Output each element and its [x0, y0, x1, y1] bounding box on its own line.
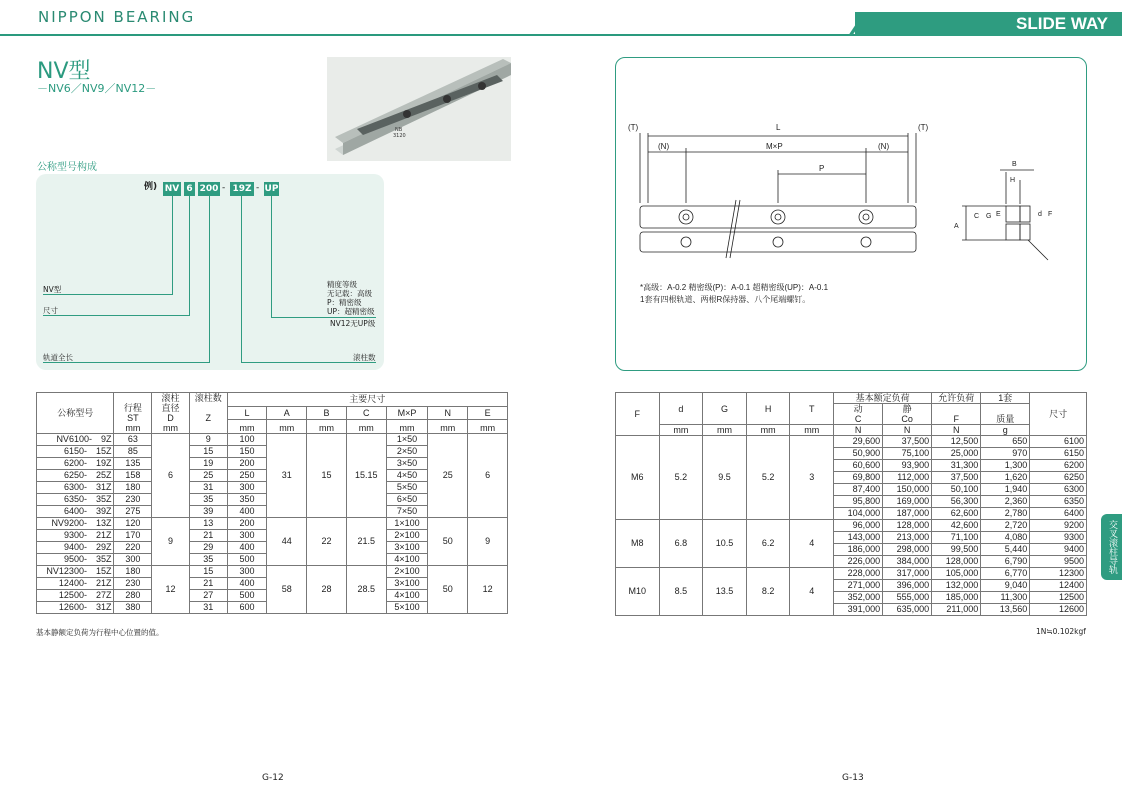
callout-line: [241, 196, 242, 362]
label-n-right: (N): [878, 142, 890, 151]
dimension-drawing: [616, 58, 1086, 370]
table-row: 9400- 29Z 220 29 400 3×100: [37, 542, 508, 554]
callout-line: [209, 196, 210, 362]
page-number-left: G-12: [262, 773, 284, 783]
th-main-dims: 主要尺寸: [227, 393, 507, 407]
brand-logo: NIPPON BEARING: [38, 8, 196, 26]
table-row: 6250- 25Z 158 25 250 4×50: [37, 470, 508, 482]
th-stroke: 行程 ST mm: [114, 393, 152, 434]
callout-line: [172, 196, 173, 294]
table-row: 104,000 187,000 62,600 2,780 6400: [616, 508, 1087, 520]
code-part-accuracy: UP: [264, 184, 279, 194]
conversion-note: 1N≒0.102kgf: [1036, 627, 1086, 636]
code-part-type: NV: [164, 184, 180, 194]
product-subtitle: －NV6／NV9／NV12－: [37, 82, 157, 95]
code-dash-1: -: [222, 183, 226, 193]
table-row: 186,000 298,000 99,500 5,440 9400: [616, 544, 1087, 556]
accuracy-note: *高级：A-0.2 精密级(P)：A-0.1 超精密级(UP)：A-0.1: [640, 283, 829, 292]
label-n-left: (N): [658, 142, 670, 151]
code-part-rollers: 19Z: [230, 182, 254, 196]
table-row: M10 8.5 13.5 8.2 4 228,000 317,000 105,000 6,770 12300: [616, 568, 1087, 580]
table-row: NV6100- 9Z 63 6 9 100 31 15 15.15 1×50 25 6: [37, 434, 508, 446]
callout-accuracy-3: UP：超精密级: [327, 307, 375, 316]
photo-stamp-1: NB: [395, 127, 403, 133]
th-roller-count: 滚柱数 Z: [189, 393, 227, 434]
table-row: 69,800 112,000 37,500 1,620 6250: [616, 472, 1087, 484]
callout-accuracy-2: P：精密级: [327, 298, 362, 307]
callout-accuracy-4: NV12无UP级: [330, 319, 376, 328]
product-title: NV型: [37, 59, 91, 84]
right-spec-table: F d G H T 基本额定负荷 允许负荷 1套 尺寸 动 C 静 Co F 质量 mm mm mm mm N N N g M6 5.2 9.5 5.2 3 29,600 37,500 12,500 650 6100 50,900 75,100 25,000 970 6150 60,600 93,900 31,300 1,300 6200 69,800 112,000 37,500 1,620 6250 87,400 150,000 50,100 1,940 6300 95,800 169,000 56,300 2,360 6350 104,000 187,000 62,600 2,780 6400 M8 6.8 10.5 6.2 4 96,000 128,000 42,600 2,720 9200 143,000 213,000 71,100 4,080 9300 186,000 298,000 99,500 5,440 9400 226,000 384,000 128,000 6,790 9500 M10 8.5 13.5 8.2 4 228,000 317,000 105,000 6,770 12300 271,000 396,000 132,000 9,040 12400 352,000 555,000 185,000 11,300 12500 391,000 635,000 211,000 13,560 12600: [615, 392, 1087, 616]
table-row: 95,800 169,000 56,300 2,360 6350: [616, 496, 1087, 508]
label-t-right: (T): [918, 123, 929, 132]
callout-accuracy-0: 精度等级: [327, 280, 357, 289]
table-row: 9500- 35Z 300 35 500 4×100: [37, 554, 508, 566]
label-mxp: M×P: [766, 142, 783, 151]
table-row: 87,400 150,000 50,100 1,940 6300: [616, 484, 1087, 496]
th-basic-load: 基本额定负荷: [834, 393, 932, 404]
model-code-box: [36, 174, 384, 370]
table-row: 6400- 39Z 275 39 400 7×50: [37, 506, 508, 518]
set-note: 1套有四根轨道、两根R保持器、八个尾端螺钉。: [640, 295, 811, 304]
label-p: P: [819, 164, 825, 173]
table-row: 352,000 555,000 185,000 11,300 12500: [616, 592, 1087, 604]
label-t-left: (T): [628, 123, 639, 132]
callout-type: NV型: [43, 285, 62, 294]
label-e: E: [996, 211, 1001, 218]
section-title: SLIDE WAY: [1016, 14, 1108, 33]
label-h: H: [1010, 177, 1016, 184]
table-row: 12600- 31Z 380 31 600 5×100: [37, 602, 508, 614]
callout-accuracy-1: 无记载：高级: [327, 289, 372, 298]
table-row: 391,000 635,000 211,000 13,560 12600: [616, 604, 1087, 616]
label-g: G: [986, 213, 992, 220]
table-row: NV12300- 15Z 180 12 15 300 58 28 28.5 2×100 50 12: [37, 566, 508, 578]
callout-line: [43, 294, 173, 295]
page-number-right: G-13: [842, 773, 864, 783]
example-label: 例): [144, 182, 158, 192]
table-row: 6300- 31Z 180 31 300 5×50: [37, 482, 508, 494]
callout-size: 尺寸: [43, 306, 58, 315]
table-row: 60,600 93,900 31,300 1,300 6200: [616, 460, 1087, 472]
table-row: 12400- 21Z 230 21 400 3×100: [37, 578, 508, 590]
photo-stamp-2: 3120: [393, 133, 406, 139]
label-b: B: [1012, 161, 1017, 168]
table-row: M8 6.8 10.5 6.2 4 96,000 128,000 42,600 2,720 9200: [616, 520, 1087, 532]
table-row: 6350- 35Z 230 35 350 6×50: [37, 494, 508, 506]
label-c: C: [974, 213, 980, 220]
label-f: F: [1048, 211, 1053, 218]
callout-line: [271, 317, 376, 318]
th-roller-dia: 滚柱 直径 D mm: [152, 393, 190, 434]
table-row: 271,000 396,000 132,000 9,040 12400: [616, 580, 1087, 592]
table-row: 6150- 15Z 85 15 150 2×50: [37, 446, 508, 458]
label-l: L: [776, 123, 781, 132]
callout-length: 轨道全长: [43, 353, 73, 362]
code-part-size: 6: [184, 182, 195, 196]
callout-line: [189, 196, 190, 315]
label-d: d: [1038, 211, 1042, 218]
drawing-box: [615, 57, 1087, 371]
side-tab: 交叉滚柱导轨: [1101, 514, 1122, 580]
label-a: A: [954, 223, 959, 230]
callout-line: [43, 315, 190, 316]
callout-rollers: 滚柱数: [353, 353, 376, 362]
table-row: 143,000 213,000 71,100 4,080 9300: [616, 532, 1087, 544]
product-photo: [327, 57, 511, 161]
left-footnote: 基本静额定负荷为行程中心位置的值。: [36, 628, 164, 637]
th-model: 公称型号: [37, 393, 114, 434]
code-dash-2: -: [256, 183, 260, 193]
page-header: [0, 0, 1122, 38]
left-spec-table: 公称型号 行程 ST mm 滚柱 直径 D mm 滚柱数 Z 主要尺寸 L A B C M×P N E mm mm mm mm mm mm mm NV6100- 9Z 63 6 9 100 31 15 15.15 1×50 25 6 6150- 15Z 85 15 150 2×50 6200- 19Z 135 19 200 3×50 6250- 25Z 158 25 250 4×50 6300- 31Z 180 31 300 5×50 6350- 35Z 230 35 350 6×50 6400- 39Z 275 39 400 7×50 NV9200- 13Z 120 9 13 200 44 22 21.5 1×100 50 9 9300- 21Z 170 21 300 2×100 9400- 29Z 220 29 400 3×100 9500- 35Z 300 35 500 4×100 NV12300- 15Z 180 12 15 300 58 28 28.5 2×100 50 12 12400- 21Z 230 21 400 3×100 12500- 27Z 280 27 500 4×100 12600- 31Z 380 31 600 5×100: [36, 392, 508, 614]
table-row: 6200- 19Z 135 19 200 3×50: [37, 458, 508, 470]
callout-line: [271, 196, 272, 317]
table-row: 226,000 384,000 128,000 6,790 9500: [616, 556, 1087, 568]
model-section-title: 公称型号构成: [37, 162, 97, 173]
header-rule: [0, 34, 880, 36]
table-row: 50,900 75,100 25,000 970 6150: [616, 448, 1087, 460]
table-row: NV9200- 13Z 120 9 13 200 44 22 21.5 1×100 50 9: [37, 518, 508, 530]
table-row: 9300- 21Z 170 21 300 2×100: [37, 530, 508, 542]
table-row: 12500- 27Z 280 27 500 4×100: [37, 590, 508, 602]
code-part-length: 200: [199, 184, 219, 194]
table-row: M6 5.2 9.5 5.2 3 29,600 37,500 12,500 650 6100: [616, 436, 1087, 448]
